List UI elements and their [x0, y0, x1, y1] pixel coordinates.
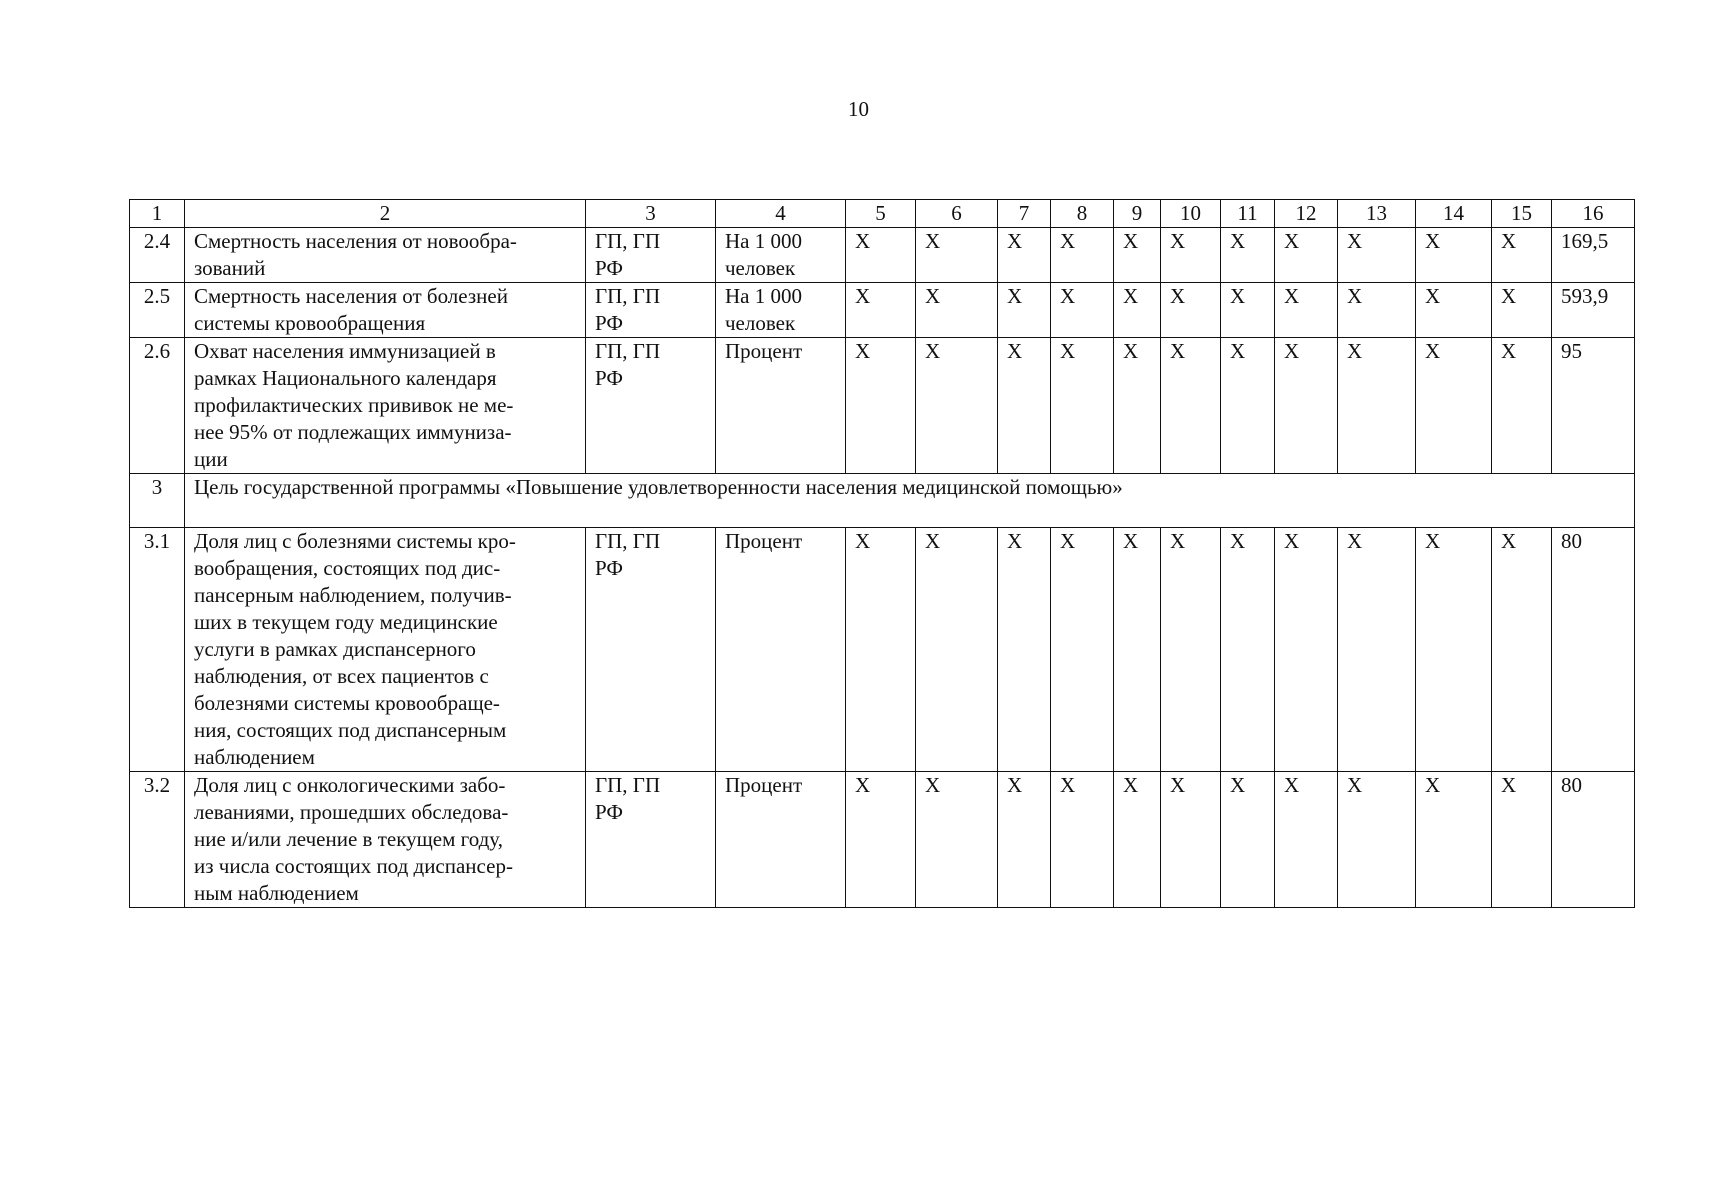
- year-value-cell: Х: [846, 772, 916, 908]
- page-number: 10: [848, 97, 869, 121]
- column-number-header: 14: [1416, 200, 1492, 228]
- column-number-header: 6: [916, 200, 998, 228]
- year-value-cell: Х: [1221, 283, 1275, 338]
- year-value-cell: Х: [998, 228, 1051, 283]
- column-number-header: 7: [998, 200, 1051, 228]
- year-value-cell: Х: [1416, 528, 1492, 772]
- column-number-header: 8: [1051, 200, 1114, 228]
- column-number-header: 3: [586, 200, 716, 228]
- year-value-cell: Х: [1275, 228, 1338, 283]
- year-value-cell: Х: [916, 528, 998, 772]
- column-number-header: 4: [716, 200, 846, 228]
- goal-text: Цель государственной программы «Повышение удовлетворенности населения медицинской помощью»: [185, 474, 1635, 528]
- column-number-header: 16: [1552, 200, 1635, 228]
- year-value-cell: Х: [1338, 283, 1416, 338]
- indicator-name: Доля лиц с болезнями системы кро- вообращения, состоящих под дис- пансерным наблюдением, получив- ших в текущем году медицинские услуги в рамках диспансерного наблюдения, от всех пациентов с болезнями системы кровообраще- ния, состоящих под диспансерным наблюдением: [185, 528, 586, 772]
- year-value-cell: Х: [1221, 338, 1275, 474]
- year-value-cell: Х: [1338, 528, 1416, 772]
- year-value-cell: Х: [1221, 772, 1275, 908]
- year-value-cell: Х: [998, 283, 1051, 338]
- year-value-cell: Х: [1161, 528, 1221, 772]
- year-value-cell: Х: [916, 338, 998, 474]
- header-row: [130, 200, 1635, 228]
- unit-of-measure: Процент: [716, 772, 846, 908]
- year-value-cell: Х: [998, 338, 1051, 474]
- target-value: 169,5: [1552, 228, 1635, 283]
- column-number-header: 10: [1161, 200, 1221, 228]
- indicator-source: ГП, ГП РФ: [586, 528, 716, 772]
- year-value-cell: Х: [1051, 228, 1114, 283]
- unit-of-measure: Процент: [716, 338, 846, 474]
- unit-of-measure: Процент: [716, 528, 846, 772]
- year-value-cell: Х: [1275, 338, 1338, 474]
- year-value-cell: Х: [1492, 228, 1552, 283]
- target-value: 593,9: [1552, 283, 1635, 338]
- indicators-table: [129, 199, 1635, 908]
- year-value-cell: Х: [846, 528, 916, 772]
- indicator-source: ГП, ГП РФ: [586, 772, 716, 908]
- table-row: [130, 228, 1635, 283]
- unit-of-measure: На 1 000 человек: [716, 283, 846, 338]
- indicator-source: ГП, ГП РФ: [586, 228, 716, 283]
- year-value-cell: Х: [998, 772, 1051, 908]
- row-number: 3.2: [130, 772, 185, 908]
- year-value-cell: Х: [1114, 283, 1161, 338]
- year-value-cell: Х: [1492, 338, 1552, 474]
- indicator-source: ГП, ГП РФ: [586, 338, 716, 474]
- year-value-cell: Х: [1114, 772, 1161, 908]
- indicator-name: Охват населения иммунизацией в рамках Национального календаря профилактических прививок не ме- нее 95% от подлежащих иммуниза- ции: [185, 338, 586, 474]
- year-value-cell: Х: [846, 283, 916, 338]
- year-value-cell: Х: [916, 283, 998, 338]
- year-value-cell: Х: [1161, 772, 1221, 908]
- year-value-cell: Х: [1221, 528, 1275, 772]
- year-value-cell: Х: [1114, 338, 1161, 474]
- year-value-cell: Х: [1051, 338, 1114, 474]
- year-value-cell: Х: [1221, 228, 1275, 283]
- column-number-header: 15: [1492, 200, 1552, 228]
- column-number-header: 13: [1338, 200, 1416, 228]
- target-value: 95: [1552, 338, 1635, 474]
- year-value-cell: Х: [1492, 283, 1552, 338]
- year-value-cell: Х: [1161, 283, 1221, 338]
- year-value-cell: Х: [846, 338, 916, 474]
- year-value-cell: Х: [1275, 528, 1338, 772]
- column-number-header: 11: [1221, 200, 1275, 228]
- indicator-name: Смертность населения от новообра- зований: [185, 228, 586, 283]
- year-value-cell: Х: [1161, 228, 1221, 283]
- target-value: 80: [1552, 528, 1635, 772]
- column-number-header: 1: [130, 200, 185, 228]
- column-number-header: 2: [185, 200, 586, 228]
- row-number: 2.6: [130, 338, 185, 474]
- year-value-cell: Х: [1492, 772, 1552, 908]
- year-value-cell: Х: [1416, 772, 1492, 908]
- target-value: 80: [1552, 772, 1635, 908]
- year-value-cell: Х: [1114, 528, 1161, 772]
- table-row: [130, 528, 1635, 772]
- year-value-cell: Х: [1338, 338, 1416, 474]
- row-number: 2.4: [130, 228, 185, 283]
- table-row: [130, 338, 1635, 474]
- year-value-cell: Х: [1416, 338, 1492, 474]
- year-value-cell: Х: [998, 528, 1051, 772]
- year-value-cell: Х: [1338, 228, 1416, 283]
- year-value-cell: Х: [916, 772, 998, 908]
- column-number-header: 9: [1114, 200, 1161, 228]
- indicator-name: Смертность населения от болезней системы кровообращения: [185, 283, 586, 338]
- row-number: 3.1: [130, 528, 185, 772]
- year-value-cell: Х: [1492, 528, 1552, 772]
- year-value-cell: Х: [916, 228, 998, 283]
- year-value-cell: Х: [1051, 528, 1114, 772]
- column-number-header: 12: [1275, 200, 1338, 228]
- goal-row: [130, 474, 1635, 528]
- year-value-cell: Х: [1161, 338, 1221, 474]
- table-row: [130, 283, 1635, 338]
- year-value-cell: Х: [846, 228, 916, 283]
- year-value-cell: Х: [1275, 772, 1338, 908]
- row-number: 2.5: [130, 283, 185, 338]
- year-value-cell: Х: [1114, 228, 1161, 283]
- goal-number: 3: [130, 474, 185, 528]
- indicator-name: Доля лиц с онкологическими забо- леваниями, прошедших обследова- ние и/или лечение в текущем году, из числа состоящих под диспансер- ным наблюдением: [185, 772, 586, 908]
- year-value-cell: Х: [1416, 283, 1492, 338]
- year-value-cell: Х: [1416, 228, 1492, 283]
- column-number-header: 5: [846, 200, 916, 228]
- year-value-cell: Х: [1338, 772, 1416, 908]
- year-value-cell: Х: [1051, 772, 1114, 908]
- unit-of-measure: На 1 000 человек: [716, 228, 846, 283]
- year-value-cell: Х: [1275, 283, 1338, 338]
- table-row: [130, 772, 1635, 908]
- year-value-cell: Х: [1051, 283, 1114, 338]
- indicator-source: ГП, ГП РФ: [586, 283, 716, 338]
